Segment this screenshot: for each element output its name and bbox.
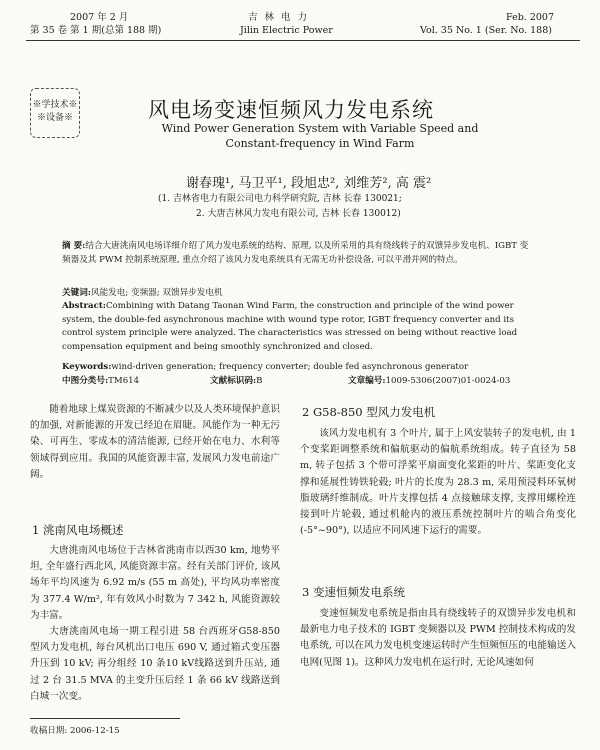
stamp-line-2: ※设备※ <box>36 113 73 123</box>
abstract-en-label: Abstract: <box>62 301 106 311</box>
clc-label: 中图分类号: <box>62 376 109 386</box>
header-journal-en: Jilin Electric Power <box>240 25 333 36</box>
section-3-paragraph-1: 变速恒频发电系统是指由具有绕线转子的双馈异步发电机和最新电力电子技术的 IGBT 变频器以及 PWM 控制技术构成的发电系统, 可以在风力发电机变速运转时产生恒频恒压的电能输送入电网(见图 1)。这种风力发电机在运行时, 无论风速如何 <box>300 608 576 668</box>
clc-value: TM614 <box>108 376 140 386</box>
header-volume-cn: 第 35 卷 第 1 期(总第 188 期) <box>30 25 162 36</box>
document-code <box>210 375 262 388</box>
abstract-en-text: Combining with Datang Taonan Wind Farm, the construction and principle of the wind power system, the double-fed asynchronous machine with wound type rotor, IGBT frequency converter and its control system principle were analyzed. The characteristics was stressed on being without reactive load compensation equipment and being smoothly synchronized and closed. <box>62 301 518 352</box>
author-list: 谢春瑰¹, 马卫平¹, 段旭忠², 刘维芳², 高 震² <box>186 176 432 191</box>
keywords-cn-text: 风能发电; 变频器; 双馈异步发电机 <box>90 288 223 298</box>
document-code-label: 文献标识码: <box>210 376 257 386</box>
header-volume-en: Vol. 35 No. 1 (Ser. No. 188) <box>420 25 552 36</box>
section-2-body <box>300 426 576 539</box>
title-english-line-2: Constant-frequency in Wind Farm <box>225 137 415 150</box>
section-1-paragraph-2: 大唐洮南风电场一期工程引进 58 台西班牙G58-850 型风力发电机, 每台风机出口电压 690 V, 通过箱式变压器升压到 10 kV; 再分组经 10 条10 kV线路送到升压站, 通过 2 台 31.5 MVA 的主变升压后经 1 条 66 kV 线路送到白城一次变。 <box>30 626 280 702</box>
section-1-paragraph-1: 大唐洮南风电场位于吉林省洮南市以西30 km, 地势平坦, 全年盛行西北风, 风能资源丰富。经有关部门评价, 该风场年平均风速为 6.92 m/s (55 m 高处), 平均风功率密度为 377.4 W/m², 年有效风小时数为 7 342 h, 风能资源较为丰富。 <box>30 545 280 621</box>
section-1-heading: 1 洮南风电场概述 <box>32 523 124 537</box>
keywords-en-label: Keywords: <box>62 362 112 372</box>
keywords-cn <box>62 287 223 300</box>
affiliation-2: 2. 大唐吉林风力发电有限公司, 吉林 长春 130012) <box>196 209 401 219</box>
header-journal-cn: 吉 林 电 力 <box>248 12 310 23</box>
page-title: 风电场变速恒频风力发电系统 <box>148 98 434 122</box>
keywords-en <box>62 361 468 374</box>
section-2-paragraph-1: 该风力发电机有 3 个叶片, 属于上风安装转子的发电机, 由 1 个变桨距调整系统和偏航驱动的偏航系统组成。转子直径为 58 m, 转子包括 3 个带可浮桨平扇面变化桨距的叶片、桨距变化支撑和延展性铸铁轮毂; 叶片的长度为 28.3 m, 采用预浸料环氧树脂玻璃纤维制成。叶片支撑包括 4 点接触球支撑, 支撑用螺栓连接到叶片轮毂, 通过机舱内的液压系统控制叶片的啮合角变化(-5°~90°), 以适应不同风速下运行的需要。 <box>300 428 576 537</box>
stamp-line-1: ※学技术※ <box>32 100 78 110</box>
section-3-heading: 3 变速恒频发电系统 <box>302 585 405 599</box>
keywords-cn-label: 关键词: <box>62 288 91 298</box>
title-english-line-1: Wind Power Generation System with Variable Speed and <box>161 122 479 135</box>
column-stamp <box>30 88 80 138</box>
article-number <box>348 375 510 388</box>
clc-number <box>62 375 139 388</box>
title-english <box>110 121 530 151</box>
document-code-value: B <box>256 376 263 386</box>
article-number-value: 1009-5306(2007)01-0024-03 <box>385 376 511 386</box>
header-date-en: Feb. 2007 <box>506 12 554 23</box>
article-number-label: 文章编号: <box>348 376 386 386</box>
header-rule <box>26 40 580 41</box>
abstract-cn-label: 摘 要: <box>62 241 86 251</box>
received-date: 收稿日期: 2006-12-15 <box>30 726 120 736</box>
intro-paragraph: 随着地球上煤炭资源的不断减少以及人类环境保护意识的加强, 对新能源的开发已经迫在眉睫。风能作为一种无污染、可再生、零成本的清洁能源, 已经开始在电力、水利等领域得到应用。我国的风能资源丰富, 发展风力发电前途广阔。 <box>30 404 280 480</box>
abstract-cn <box>62 240 532 267</box>
section-1-body <box>30 543 280 705</box>
abstract-cn-text: 结合大唐洮南风电场详细介绍了风力发电系统的结构、原理, 以及所采用的具有绕线转子的双馈异步发电机、IGBT 变频器及其 PWM 控制系统原理, 重点介绍了该风力发电系统具有无需无功补偿设备, 可以平滑并网的特点。 <box>62 241 529 265</box>
footnote-rule <box>30 718 180 719</box>
affiliation-1: (1. 吉林省电力有限公司电力科学研究院, 吉林 长春 130021; <box>158 194 402 204</box>
abstract-en <box>62 300 532 354</box>
keywords-en-text: wind-driven generation; frequency converter; double fed asynchronous generator <box>111 362 469 372</box>
header-date-cn: 2007 年 2 月 <box>70 12 129 23</box>
left-column <box>30 402 280 483</box>
section-3-body <box>300 606 576 671</box>
section-2-heading: 2 G58-850 型风力发电机 <box>302 405 436 419</box>
